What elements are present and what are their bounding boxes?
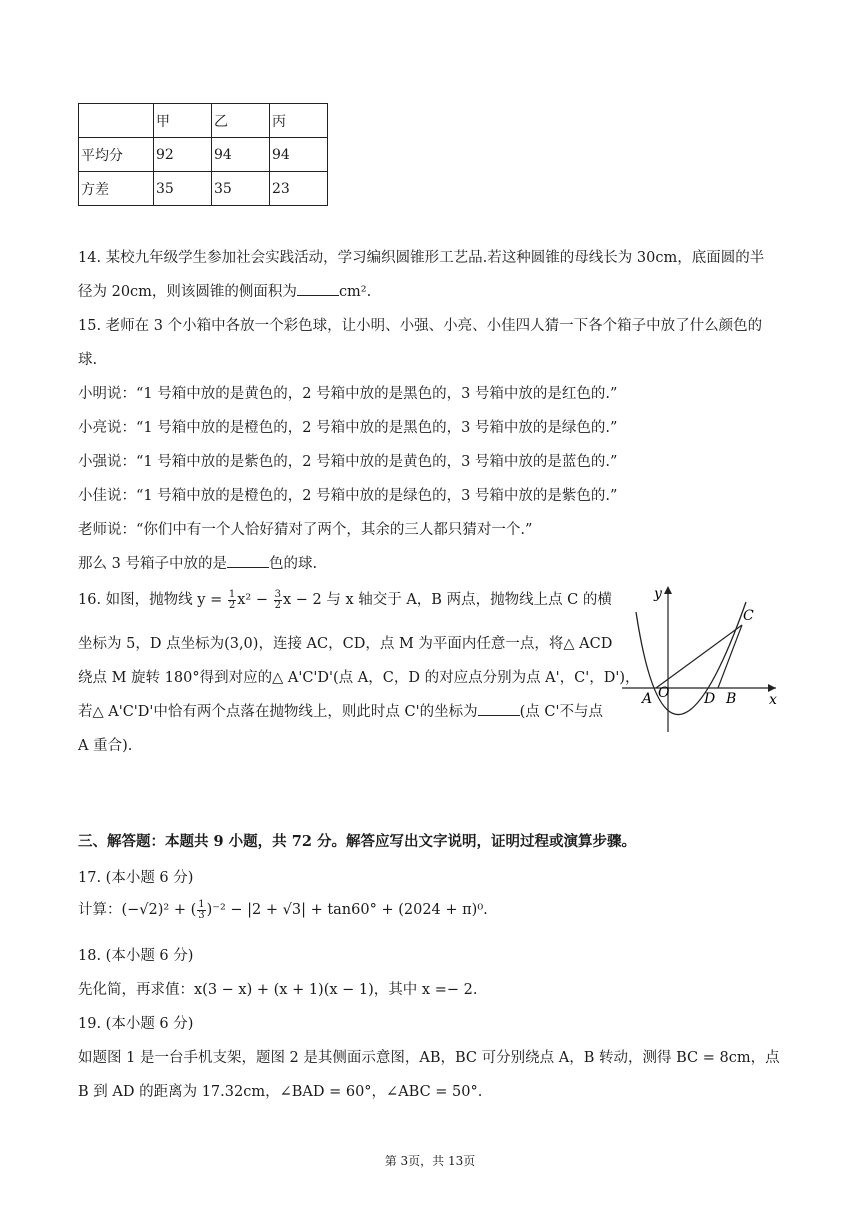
- q16-text: x² −: [237, 592, 268, 608]
- fraction: [228, 590, 236, 611]
- section-heading: 三、解答题：本题共 9 小题，共 72 分。解答应写出文字说明，证明过程或演算步骤。: [78, 833, 636, 850]
- table-row: [79, 172, 328, 206]
- q19-line1: 如题图 1 是一台手机支架，题图 2 是其侧面示意图，AB，BC 可分别绕点 A，B 转动，测得 BC = 8cm，点: [78, 1050, 780, 1066]
- page-footer: 第 3页，共 13页: [384, 1154, 476, 1168]
- label-a: A: [642, 691, 653, 707]
- q16-line2: 坐标为 5，D 点坐标为(3,0)，连接 AC，CD，点 M 为平面内任意一点，将△ ACD: [78, 636, 613, 652]
- numerator: 3: [274, 588, 281, 600]
- table-cell: 94: [270, 138, 328, 172]
- q14-line2: [78, 280, 371, 301]
- fraction: [197, 900, 205, 921]
- q15-statement: 小亮说：“1 号箱中放的是橙色的，2 号箱中放的是黑色的，3 号箱中放的是绿色的.”: [78, 420, 618, 436]
- numerator: 1: [198, 898, 205, 910]
- denominator: 3: [198, 909, 205, 921]
- q18-body: 先化简，再求值：x(3 − x) + (x + 1)(x − 1)，其中 x =− 2.: [78, 982, 478, 998]
- label-o: O: [658, 685, 670, 701]
- label-b: B: [726, 691, 737, 707]
- table-cell: 平均分: [79, 138, 154, 172]
- q15-line1: 15. 老师在 3 个小箱中各放一个彩色球，让小明、小强、小亮、小佳四人猜一下各个箱子中放了什么颜色的: [78, 318, 763, 334]
- numerator: 1: [228, 588, 236, 600]
- q16-text: (点 C'不与点: [519, 704, 603, 720]
- q15-statement: 小佳说：“1 号箱中放的是橙色的，2 号箱中放的是绿色的，3 号箱中放的是紫色的.”: [78, 488, 618, 504]
- q14-line1: 14. 某校九年级学生参加社会实践活动，学习编织圆锥形工艺品.若这种圆锥的母线长为 30cm，底面圆的半: [78, 250, 765, 266]
- q16-text: 若△ A'C'D'中恰有两个点落在抛物线上，则此时点 C'的坐标为: [78, 704, 478, 720]
- label-y: y: [654, 586, 662, 602]
- q16-text: x − 2 与 x 轴交于 A，B 两点，抛物线上点 C 的横: [282, 592, 612, 608]
- table-cell: 甲: [154, 104, 212, 138]
- table-cell: 92: [154, 138, 212, 172]
- answer-blank[interactable]: [227, 553, 269, 568]
- x-axis-arrow: [768, 684, 776, 692]
- label-c: C: [743, 608, 754, 624]
- answer-blank[interactable]: [297, 281, 339, 296]
- q16-text: 16. 如图，抛物线 y =: [78, 592, 223, 608]
- denominator: 2: [228, 599, 236, 611]
- q16-line1: [78, 588, 612, 611]
- table-cell: 丙: [270, 104, 328, 138]
- q18-head: 18. (本小题 6 分): [78, 948, 194, 964]
- denominator: 2: [274, 599, 281, 611]
- q15-question: [78, 552, 317, 573]
- table-cell: 94: [212, 138, 270, 172]
- table-cell: 乙: [212, 104, 270, 138]
- label-x: x: [769, 692, 777, 708]
- q19-line2: B 到 AD 的距离为 17.32cm，∠BAD = 60°，∠ABC = 50°.: [78, 1084, 483, 1100]
- table-cell: 35: [154, 172, 212, 206]
- parabola-figure: [618, 582, 784, 740]
- q16-line4: [78, 700, 603, 721]
- table-cell: 23: [270, 172, 328, 206]
- q15-text-end: 色的球.: [268, 556, 318, 572]
- y-axis-arrow: [664, 586, 672, 594]
- q15-text: 那么 3 号箱子中放的是: [78, 556, 227, 572]
- q15-statement: 老师说：“你们中有一个人恰好猜对了两个，其余的三人都只猜对一个.”: [78, 522, 533, 538]
- q16-line5: A 重合).: [78, 738, 133, 754]
- q15-statement: 小明说：“1 号箱中放的是黄色的，2 号箱中放的是黑色的，3 号箱中放的是红色的.”: [78, 386, 618, 402]
- segment-ac: [656, 625, 742, 688]
- q17-text: )⁻² − |2 + √3| + tan60° + (2024 + π)⁰.: [206, 902, 488, 918]
- q17-body: [78, 898, 488, 921]
- q14-unit: cm².: [338, 284, 372, 300]
- q14-text: 径为 20cm，则该圆锥的侧面积为: [78, 284, 297, 300]
- table-cell: [79, 104, 154, 138]
- q16-line3: 绕点 M 旋转 180°得到对应的△ A'C'D'(点 A，C，D 的对应点分别为点 A'，C'，D')，: [78, 670, 640, 686]
- table-row: [79, 104, 328, 138]
- q15-line2: 球.: [78, 352, 98, 368]
- q15-statement: 小强说：“1 号箱中放的是紫色的，2 号箱中放的是黄色的，3 号箱中放的是蓝色的.”: [78, 454, 618, 470]
- label-d: D: [704, 691, 716, 707]
- q17-text: 计算：(−√2)² + (: [78, 902, 197, 918]
- table-cell: 35: [212, 172, 270, 206]
- score-table: [78, 103, 328, 206]
- table-cell: 方差: [79, 172, 154, 206]
- table-row: [79, 138, 328, 172]
- fraction: [274, 590, 282, 611]
- answer-blank[interactable]: [478, 701, 520, 716]
- q19-head: 19. (本小题 6 分): [78, 1016, 194, 1032]
- q17-head: 17. (本小题 6 分): [78, 870, 194, 886]
